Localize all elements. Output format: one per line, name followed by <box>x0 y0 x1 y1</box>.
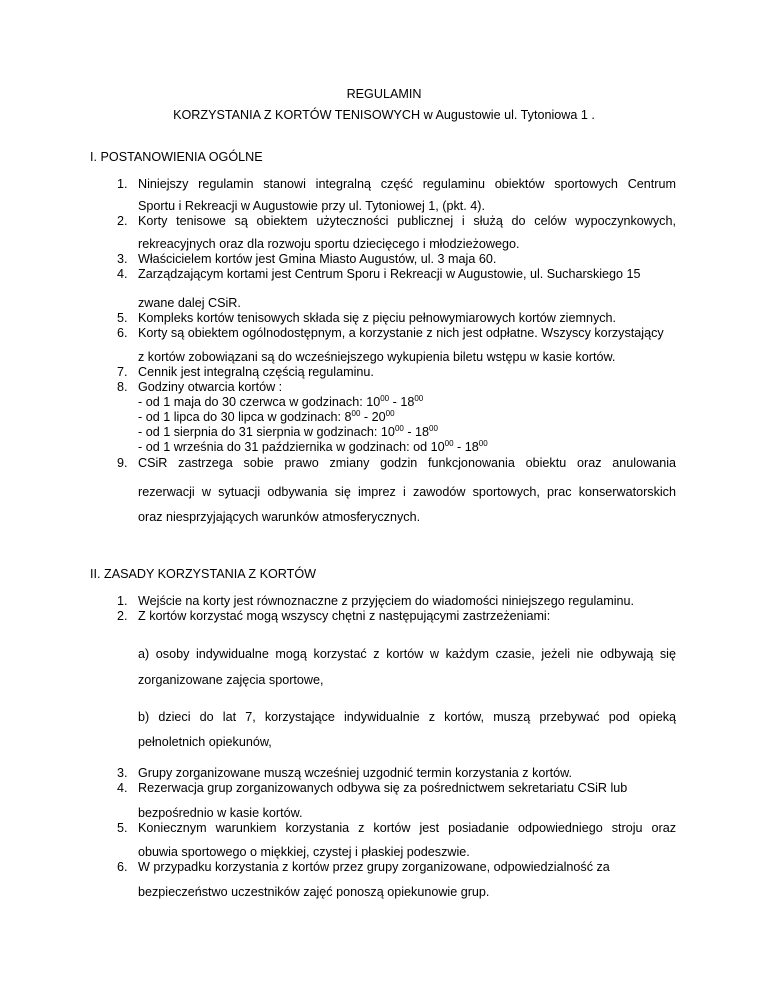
hours-sup: 00 <box>380 394 390 403</box>
section-2-heading: II. ZASADY KORZYSTANIA Z KORTÓW <box>90 567 317 581</box>
hours-row <box>138 425 438 440</box>
s2-item-4-line2: bezpośrednio w kasie kortów. <box>138 806 303 820</box>
s1-item-3-number: 3. <box>117 252 128 266</box>
s2-subpoint-a-line1: a) osoby indywidualne mogą korzystać z kortów w każdym czasie, jeżeli nie odbywają się <box>138 647 676 661</box>
s1-item-9-line2: rezerwacji w sytuacji odbywania się imprez i zawodów sportowych, prac konserwatorskich <box>138 485 676 499</box>
hours-mid: - 18 <box>453 440 479 454</box>
s1-item-4-line1: Zarządzającym kortami jest Centrum Sporu i Rekreacji w Augustowie, ul. Sucharskiego 15 <box>138 267 641 281</box>
hours-sup: 00 <box>414 394 424 403</box>
s2-item-2-number: 2. <box>117 609 128 623</box>
s2-subpoint-a-line2: zorganizowane zajęcia sportowe, <box>138 673 324 687</box>
hours-sup: 00 <box>394 424 404 433</box>
s2-item-4-number: 4. <box>117 781 128 795</box>
s1-item-1-line2: Sportu i Rekreacji w Augustowie przy ul. Tytoniowej 1, (pkt. 4). <box>138 199 485 213</box>
hours-row-text: - od 1 września do 31 października w godzinach: od 10 <box>138 440 445 454</box>
s1-item-4-number: 4. <box>117 267 128 281</box>
s2-item-2-line1: Z kortów korzystać mogą wszyscy chętni z następującymi zastrzeżeniami: <box>138 609 551 623</box>
s1-item-6-number: 6. <box>117 326 128 340</box>
s2-item-6-number: 6. <box>117 860 128 874</box>
s2-item-1-number: 1. <box>117 594 128 608</box>
s1-item-7-number: 7. <box>117 365 128 379</box>
document-title: REGULAMIN <box>346 87 422 101</box>
hours-row-text: - od 1 sierpnia do 31 sierpnia w godzinach: 10 <box>138 425 395 439</box>
s2-item-6-line1: W przypadku korzystania z kortów przez grupy zorganizowane, odpowiedzialność za <box>138 860 610 874</box>
hours-sup: 00 <box>478 439 488 448</box>
hours-sup: 00 <box>385 409 395 418</box>
s1-item-9-line1: CSiR zastrzega sobie prawo zmiany godzin funkcjonowania obiektu oraz anulowania <box>138 456 676 470</box>
hours-row <box>138 440 488 455</box>
s2-subpoint-b-line1: b) dzieci do lat 7, korzystające indywidualnie z kortów, muszą przebywać pod opieką <box>138 710 676 724</box>
hours-sup: 00 <box>429 424 438 433</box>
s1-item-8-line1: Godziny otwarcia kortów : <box>138 380 283 394</box>
s1-item-6-line2: z kortów zobowiązani są do wcześniejszego wykupienia biletu wstępu w kasie kortów. <box>138 350 616 364</box>
s2-item-5-number: 5. <box>117 821 128 835</box>
hours-mid: - 20 <box>360 410 386 424</box>
section-1-heading: I. POSTANOWIENIA OGÓLNE <box>90 150 263 164</box>
document-subtitle: KORZYSTANIA Z KORTÓW TENISOWYCH w Augustowie ul. Tytoniowa 1 . <box>173 108 595 122</box>
s1-item-4-line2: zwane dalej CSiR. <box>138 296 241 310</box>
s2-item-4-line1: Rezerwacja grup zorganizowanych odbywa się za pośrednictwem sekretariatu CSiR lub <box>138 781 628 795</box>
s1-item-9-line3: oraz niesprzyjających warunków atmosferycznych. <box>138 510 421 524</box>
hours-mid: - 18 <box>389 395 415 409</box>
s2-item-1-line1: Wejście na korty jest równoznaczne z przyjęciem do wiadomości niniejszego regulaminu. <box>138 594 635 608</box>
s1-item-3-line1: Właścicielem kortów jest Gmina Miasto Augustów, ul. 3 maja 60. <box>138 252 497 266</box>
s2-item-6-line2: bezpieczeństwo uczestników zajęć ponoszą opiekunowie grup. <box>138 885 490 899</box>
hours-row <box>138 410 395 425</box>
s1-item-7-line1: Cennik jest integralną częścią regulaminu. <box>138 365 374 379</box>
s1-item-5-line1: Kompleks kortów tenisowych składa się z pięciu pełnowymiarowych kortów ziemnych. <box>138 311 617 325</box>
s1-item-2-number: 2. <box>117 214 128 228</box>
s1-item-1-number: 1. <box>117 177 128 191</box>
s2-item-5-line1: Koniecznym warunkiem korzystania z kortów jest posiadanie odpowiedniego stroju oraz <box>138 821 676 835</box>
s1-item-8-number: 8. <box>117 380 128 394</box>
s1-item-9-number: 9. <box>117 456 128 470</box>
s1-item-1-line1: Niniejszy regulamin stanowi integralną część regulaminu obiektów sportowych Centrum <box>138 177 676 191</box>
s2-item-3-number: 3. <box>117 766 128 780</box>
hours-mid: - 18 <box>403 425 430 439</box>
s2-subpoint-b-line2: pełnoletnich opiekunów, <box>138 735 272 749</box>
hours-row-text: - od 1 lipca do 30 lipca w godzinach: 8 <box>138 410 352 424</box>
s1-item-2-line2: rekreacyjnych oraz dla rozwoju sportu dziecięcego i młodzieżowego. <box>138 237 520 251</box>
hours-row-text: - od 1 maja do 30 czerwca w godzinach: 10 <box>138 395 381 409</box>
s2-item-3-line1: Grupy zorganizowane muszą wcześniej uzgodnić termin korzystania z kortów. <box>138 766 572 780</box>
hours-sup: 00 <box>444 439 454 448</box>
hours-sup: 00 <box>351 409 361 418</box>
hours-row <box>138 395 423 410</box>
s1-item-2-line1: Korty tenisowe są obiektem użyteczności publicznej i służą do celów wypoczynkowych, <box>138 214 676 228</box>
s1-item-5-number: 5. <box>117 311 128 325</box>
s1-item-6-line1: Korty są obiektem ogólnodostępnym, a korzystanie z nich jest odpłatne. Wszyscy korzystający <box>138 326 664 340</box>
s2-item-5-line2: obuwia sportowego o miękkiej, czystej i płaskiej podeszwie. <box>138 845 470 859</box>
